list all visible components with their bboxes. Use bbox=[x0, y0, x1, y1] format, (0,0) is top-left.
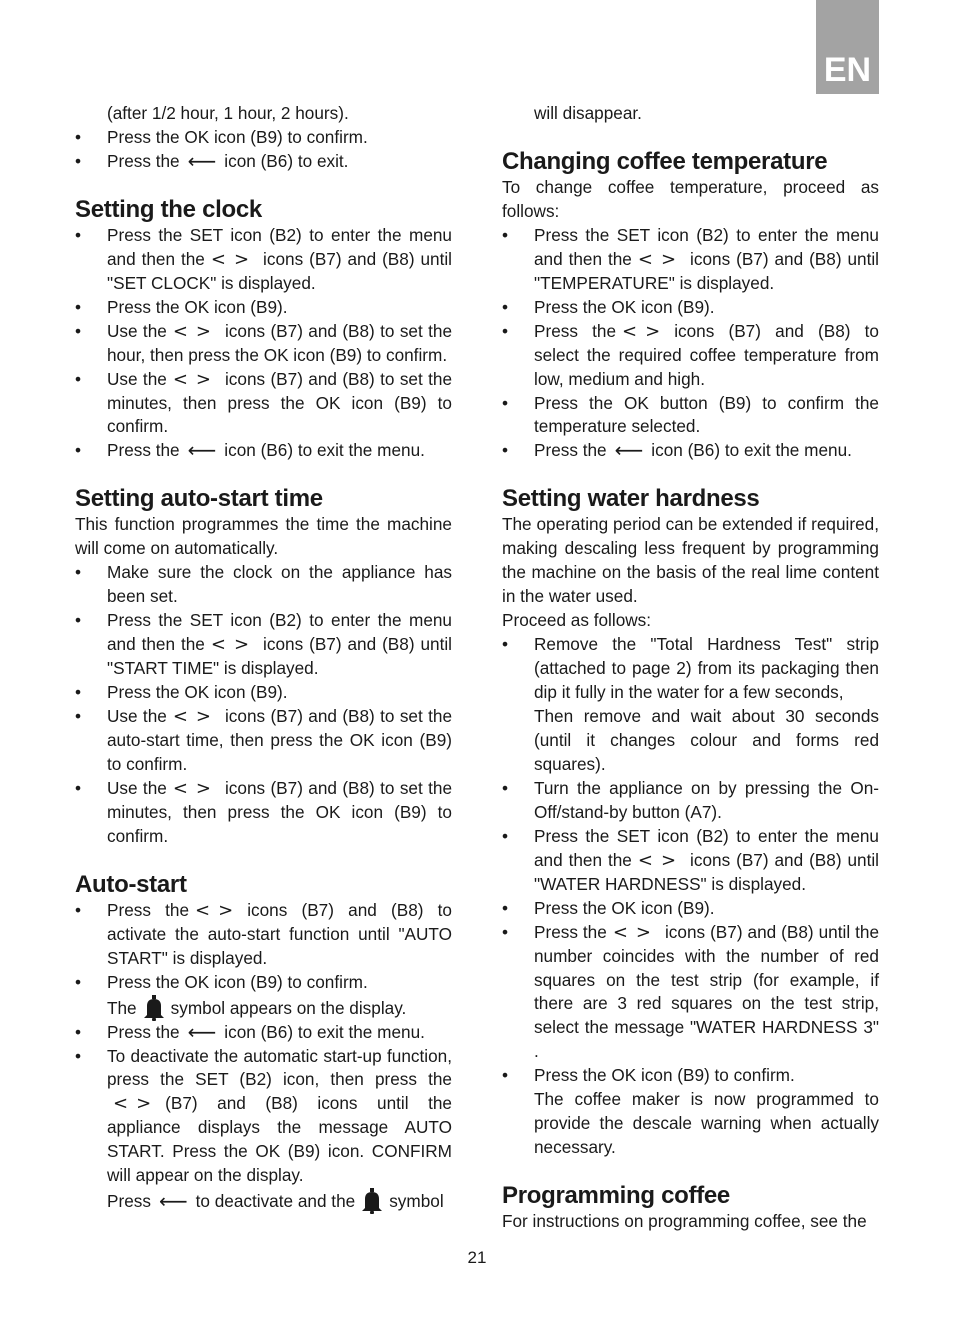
right-column bbox=[502, 102, 879, 1234]
list-item: • Press the SET icon (B2) to enter the menu and then the <> icons (B7) and (B8) until "WATER HARDNESS" is displayed. bbox=[502, 825, 879, 897]
back-arrow-icon: ⟵ bbox=[614, 438, 644, 463]
section-intro: For instructions on programming coffee, see the bbox=[502, 1211, 867, 1232]
list-item: • Press the ⟵ icon (B6) to exit the menu. bbox=[75, 1021, 452, 1045]
section-title-programming: Programming coffee bbox=[502, 1182, 730, 1210]
chevron-left-right-icon: <> bbox=[172, 777, 219, 799]
section-intro: This function programmes the time the machine will come on automatically. bbox=[75, 514, 452, 559]
list-item-note: Press ⟵ to deactivate and the symbol bbox=[107, 1189, 444, 1214]
chevron-left-right-icon: <> bbox=[113, 1093, 160, 1115]
page-number: 21 bbox=[467, 1248, 487, 1267]
list-item: • Use the <> icons (B7) and (B8) to set the minutes, then press the OK icon (B9) to confirm. bbox=[75, 777, 452, 849]
list-item: • Remove the "Total Hardness Test" strip (attached to page 2) from its packaging then dip it fully in the water for a few seconds, bbox=[502, 633, 879, 705]
list-item: • Press the SET icon (B2) to enter the menu and then the <> icons (B7) and (B8) until "START TIME" is displayed. bbox=[75, 609, 452, 681]
section-title-autostart: Auto-start bbox=[75, 870, 187, 898]
chevron-left-right-icon: <> bbox=[210, 634, 258, 656]
list-item: • Press the OK icon (B9) to confirm. bbox=[502, 1064, 879, 1088]
chevron-left-right-icon: <> bbox=[612, 921, 659, 943]
list-item: • Press the OK icon (B9). bbox=[502, 897, 879, 921]
list-item: • Press the <> icons (B7) and (B8) to select the required coffee temperature from low, medium and high. bbox=[502, 320, 879, 392]
list-item-note: The coffee maker is now programmed to provide the descale warning when actually necessary. bbox=[534, 1089, 879, 1158]
chevron-left-right-icon: <> bbox=[622, 320, 669, 342]
list-item-note: The symbol appears on the display. bbox=[75, 995, 452, 1021]
bell-timer-icon bbox=[143, 995, 165, 1021]
bell-timer-icon bbox=[361, 1188, 383, 1214]
chevron-left-right-icon: <> bbox=[172, 706, 219, 728]
list-item: • Press the ⟵ icon (B6) to exit. bbox=[75, 150, 452, 174]
section-intro: To change coffee temperature, proceed as follows: bbox=[502, 176, 879, 221]
list-item: • To deactivate the automatic start-up function, press the SET (B2) icon, then press the<> (B7) and (B8) icons until the appliance displays the message AUTO START. Press the OK (B9) icon. CONFIRM will appear on the display. bbox=[75, 1045, 452, 1189]
section-title-autostart-time: Setting auto-start time bbox=[75, 485, 323, 513]
chevron-left-right-icon: <> bbox=[210, 248, 258, 270]
chevron-left-right-icon: <> bbox=[172, 368, 219, 390]
continued-text: (after 1/2 hour, 1 hour, 2 hours). bbox=[107, 103, 349, 123]
list-item: • Press the SET icon (B2) to enter the menu and then the <> icons (B7) and (B8) until "SET CLOCK" is displayed. bbox=[75, 224, 452, 296]
proceed-text: Proceed as follows: bbox=[502, 610, 652, 631]
chevron-left-right-icon: <> bbox=[637, 849, 685, 871]
section-title-temperature: Changing coffee temperature bbox=[502, 147, 828, 175]
language-tab: EN bbox=[816, 0, 879, 94]
list-item: • Turn the appliance on by pressing the On-Off/stand-by button (A7). bbox=[502, 777, 879, 825]
list-item: • Press the OK button (B9) to confirm the temperature selected. bbox=[502, 392, 879, 440]
continued-text: will disappear. bbox=[534, 103, 642, 123]
list-item: • Press the OK icon (B9) to confirm. bbox=[75, 126, 452, 150]
list-item: • Press the <> icons (B7) and (B8) to activate the auto-start function until "AUTO START" is displayed. bbox=[75, 899, 452, 971]
list-item: • Use the <> icons (B7) and (B8) to set the hour, then press the OK icon (B9) to confirm. bbox=[75, 320, 452, 368]
list-item: • Press the ⟵ icon (B6) to exit the menu. bbox=[502, 439, 879, 463]
back-arrow-icon: ⟵ bbox=[187, 1019, 217, 1044]
list-item: • Press the SET icon (B2) to enter the menu and then the <> icons (B7) and (B8) until "TEMPERATURE" is displayed. bbox=[502, 224, 879, 296]
list-item: • Use the <> icons (B7) and (B8) to set the auto-start time, then press the OK icon (B9) to confirm. bbox=[75, 705, 452, 777]
list-item-note: Then remove and wait about 30 seconds (until it changes colour and forms red squares). bbox=[534, 706, 879, 774]
list-item: • Press the OK icon (B9). bbox=[502, 296, 879, 320]
left-column bbox=[75, 102, 452, 1214]
list-item: • Make sure the clock on the appliance has been set. bbox=[75, 561, 452, 609]
list-item: • Press the OK icon (B9) to confirm. bbox=[75, 971, 452, 995]
list-item: • Press the OK icon (B9). bbox=[75, 296, 452, 320]
chevron-left-right-icon: <> bbox=[637, 248, 685, 270]
list-item: • Press the ⟵ icon (B6) to exit the menu. bbox=[75, 439, 452, 463]
list-item: • Use the <> icons (B7) and (B8) to set the minutes, then press the OK icon (B9) to confirm. bbox=[75, 368, 452, 440]
list-item: • Press the <> icons (B7) and (B8) until the number coincides with the number of red squares on the test strip (for example, if there are 3 red squares on the test strip, select the message "WATER HARDNESS 3" . bbox=[502, 921, 879, 1065]
section-intro: The operating period can be extended if required, making descaling less frequent by programming the machine on the basis of the real lime content in the water used. bbox=[502, 514, 879, 607]
section-title-hardness: Setting water hardness bbox=[502, 485, 760, 513]
section-title-clock: Setting the clock bbox=[75, 195, 262, 223]
back-arrow-icon: ⟵ bbox=[187, 148, 217, 173]
back-arrow-icon: ⟵ bbox=[158, 1189, 188, 1214]
list-item: • Press the OK icon (B9). bbox=[75, 681, 452, 705]
chevron-left-right-icon: <> bbox=[195, 899, 242, 921]
back-arrow-icon: ⟵ bbox=[187, 438, 217, 463]
chevron-left-right-icon: <> bbox=[172, 320, 219, 342]
